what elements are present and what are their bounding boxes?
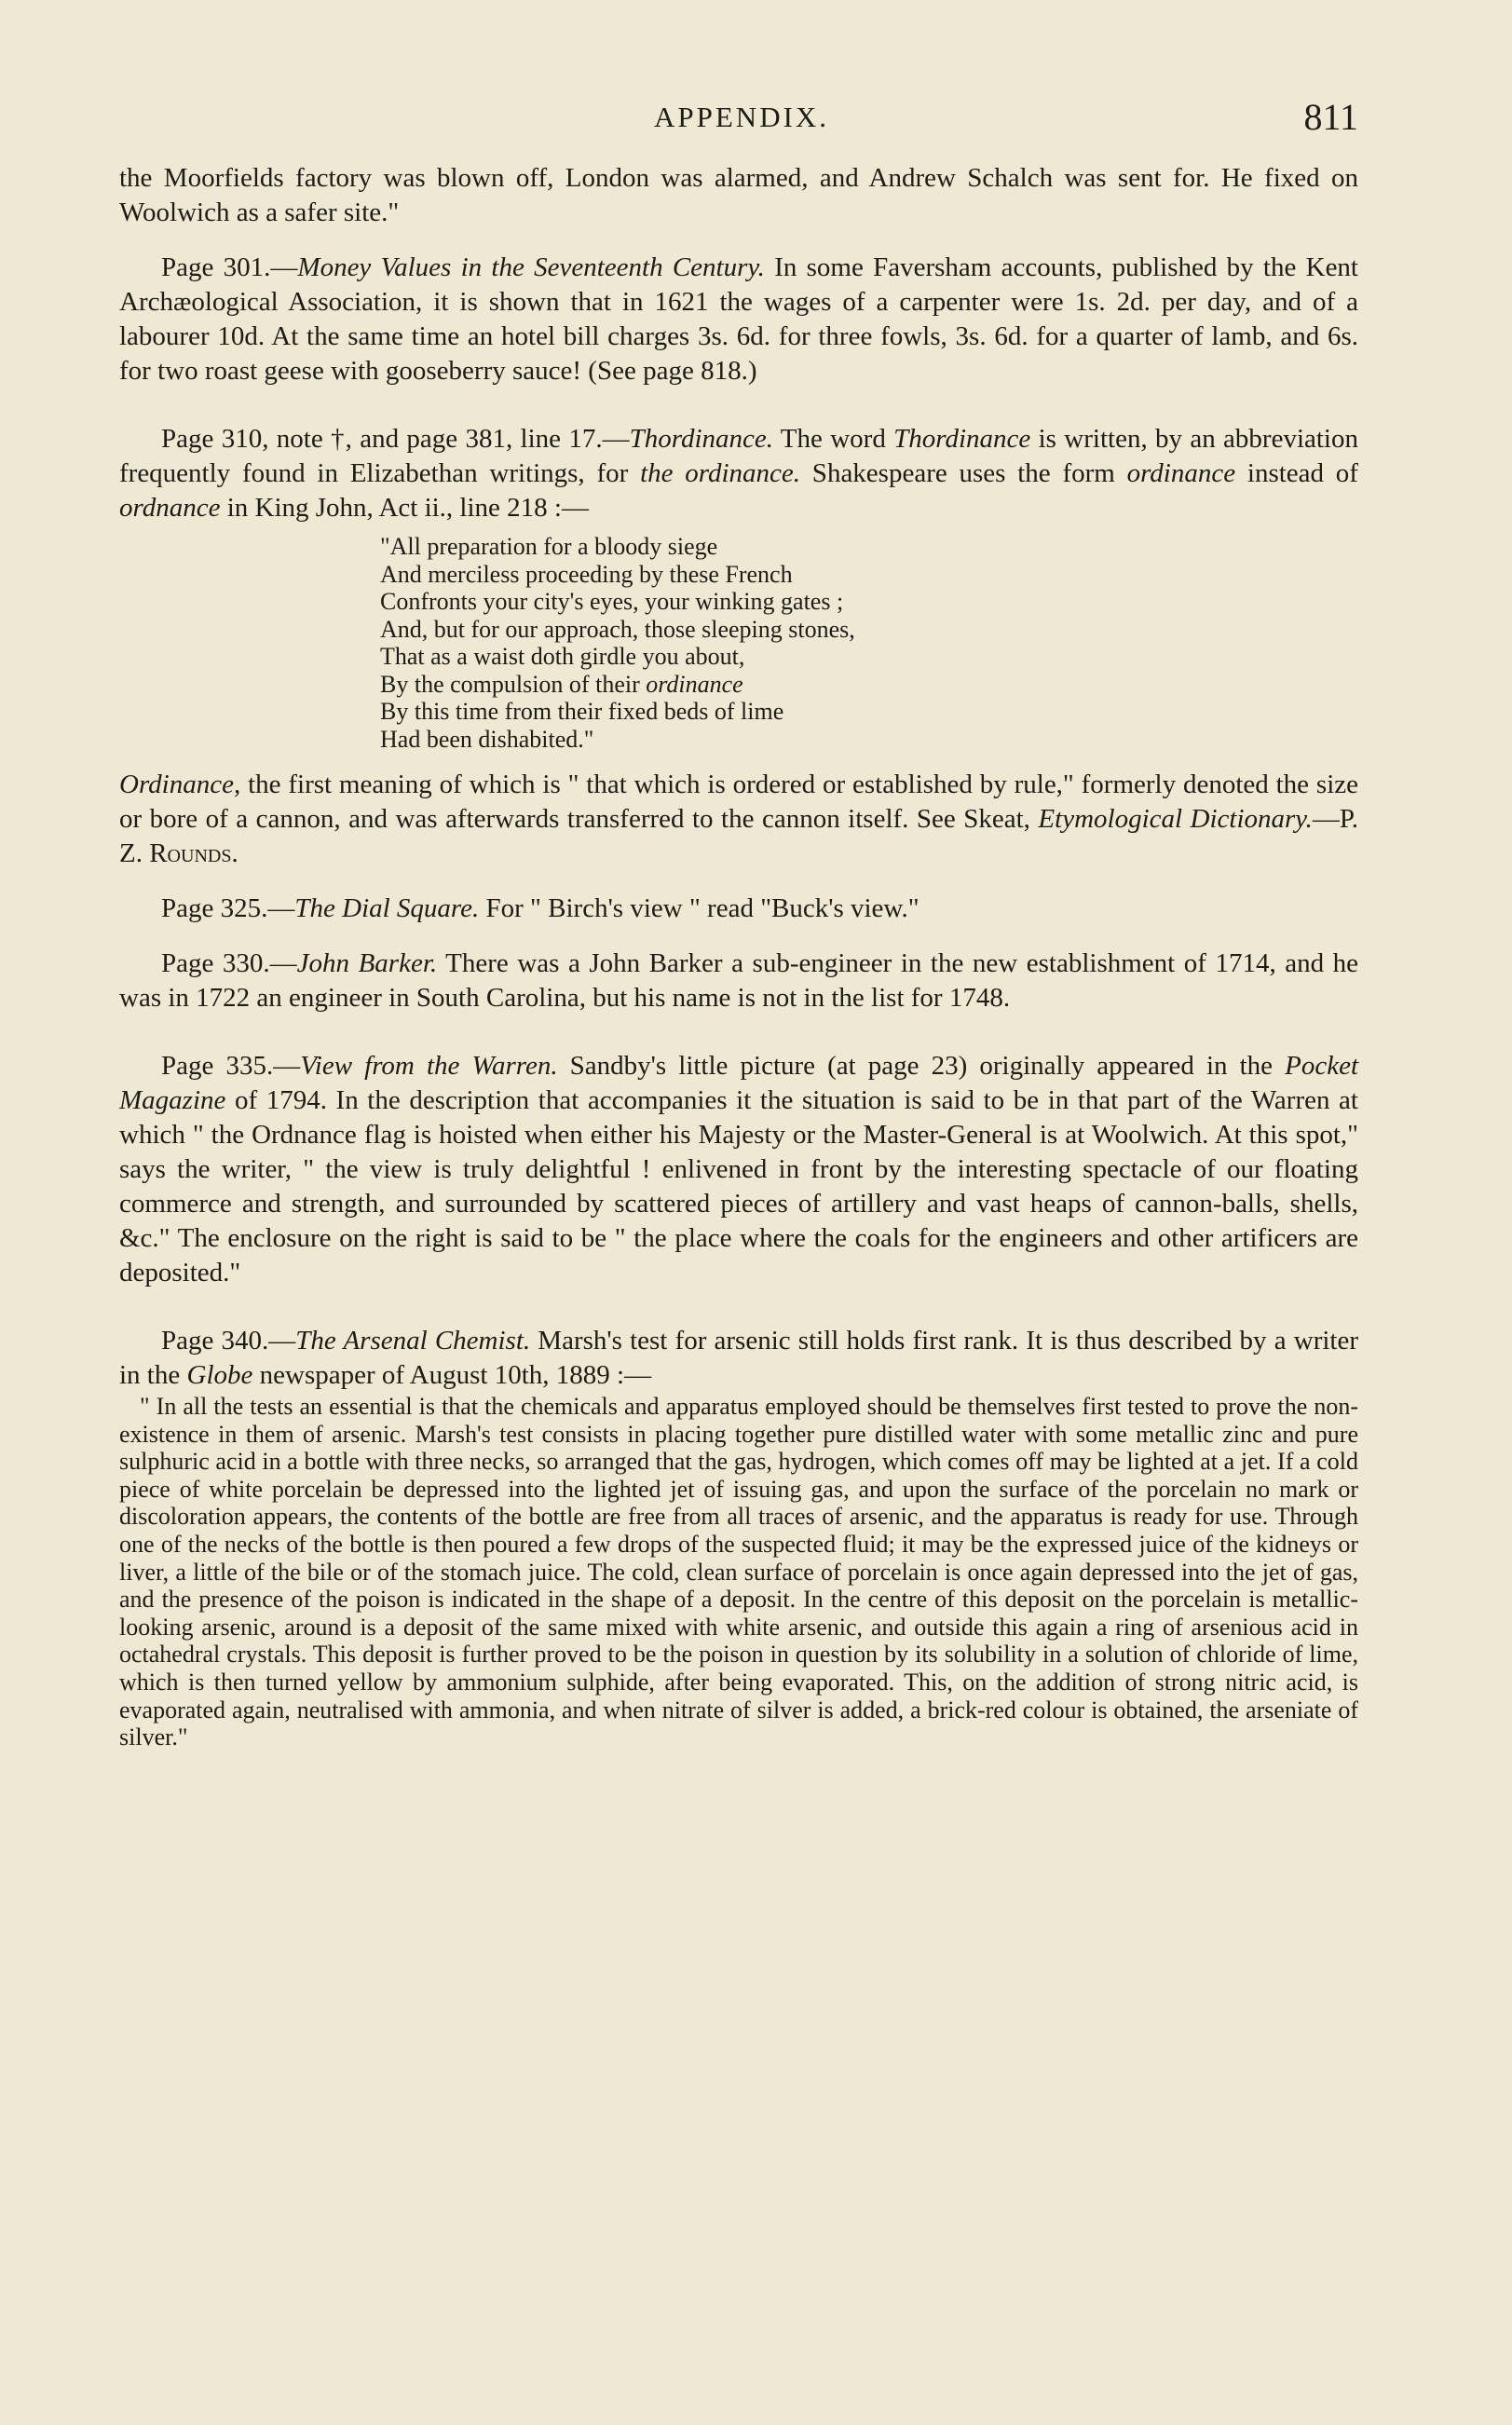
entry-body: instead of <box>1235 458 1358 488</box>
page-number: 811 <box>1303 96 1358 138</box>
entry-body: Marsh's test for arsenic still holds first rank. It is thus described by a writer in the <box>119 1326 1358 1390</box>
entry-title: The Arsenal Chemist. <box>295 1326 531 1356</box>
paragraph-continuation: the Moorfields factory was blown off, London was alarmed, and Andrew Schalch was sent for. He fixed on Woolwich as a safer site." <box>119 163 1358 227</box>
page-ref: Page 330.— <box>161 948 297 978</box>
entry-body: is written, by an abbreviation frequently found in Elizabethan writings, for <box>119 424 1358 488</box>
author-signature: Rounds. <box>149 838 238 868</box>
verse-quotation <box>380 533 1358 753</box>
italic-word: the ordinance. <box>640 458 801 488</box>
paragraph-ordinance <box>119 768 1358 871</box>
entry-body: newspaper of August 10th, 1889 :— <box>252 1360 652 1390</box>
paragraph-money-values <box>119 251 1358 388</box>
magazine-title: Pocket Magazine <box>119 1051 1358 1115</box>
page-ref: Page 340.— <box>161 1326 296 1356</box>
verse-line: And, but for our approach, those sleeping stones, <box>380 615 855 643</box>
entry-title: View from the Warren. <box>300 1051 558 1081</box>
entry-body: Sandby's little picture (at page 23) originally appeared in the <box>557 1051 1286 1081</box>
page-ref: Page 325.— <box>161 893 295 923</box>
entry-body: In some Faversham accounts, published by the Kent Archæological Association, it is shown that in 1621 the wages of a carpenter were 1s. 2d. per day, and of a labourer 10d. At the same time an hotel bill charges 3s. 6d. for three fowls, 3s. 6d. for a quarter of lamb, and 6s. for two roast geese with gooseberry sauce! (See page 818.) <box>119 252 1358 386</box>
book-title: Etymological Dictionary. <box>1038 804 1313 834</box>
paragraph-dial-square <box>119 892 1358 926</box>
entry-title: The Dial Square. <box>294 893 480 923</box>
verse-text: By the compulsion of their <box>380 670 647 698</box>
italic-word: Thordinance <box>893 424 1031 454</box>
paragraph-thordinance <box>119 422 1358 525</box>
entry-title: Thordinance. <box>629 424 773 454</box>
entry-body: For " Birch's view " read "Buck's view." <box>479 893 919 923</box>
page-header <box>0 93 1512 149</box>
entry-body: —P. Z. <box>119 804 1358 868</box>
newspaper-title: Globe <box>186 1360 253 1390</box>
page-ref: Page 335.— <box>161 1051 301 1081</box>
paragraph-arsenal-chemist <box>119 1324 1358 1393</box>
entry-body: of 1794. In the description that accompanies it the situation is said to be in that part of the Warren at which " the Ordnance flag is hoisted when either his Majesty or the Master-General is at Woolwich. At this spot," says the writer, " the view is truly delightful ! enlivened in front by the interesting spectacle of our floating commerce and strength, and surrounded by scattered pieces of artillery and vast heaps of cannon-balls, shells, &c." The enclosure on the right is said to be " the place where the coals for the engineers and other artificers are deposited." <box>119 1085 1358 1287</box>
verse-line <box>380 671 1358 699</box>
italic-word: Ordinance, <box>119 770 241 799</box>
paragraph-john-barker <box>119 947 1358 1015</box>
verse-line: Had been dishabited." <box>380 725 594 753</box>
verse-line: "All preparation for a bloody siege <box>380 533 718 560</box>
verse-line: Confronts your city's eyes, your winking gates ; <box>380 588 844 615</box>
italic-word: ordnance <box>119 493 221 523</box>
entry-body: the first meaning of which is " that which is ordered or established by rule," formerly denoted the size or bore of a cannon, and was afterwards transferred to the cannon itself. See Skeat, <box>119 770 1358 834</box>
page-body <box>119 161 1358 1751</box>
running-head: APPENDIX. <box>654 101 830 133</box>
entry-title: Money Values in the Seventeenth Century. <box>297 252 765 282</box>
entry-body: The word <box>773 424 894 454</box>
verse-line: By this time from their fixed beds of lime <box>380 698 784 725</box>
verse-line: That as a waist doth girdle you about, <box>380 643 745 670</box>
italic-word: ordinance <box>1126 458 1236 488</box>
entry-body: There was a John Barker a sub-engineer in the new establishment of 1714, and he was in 1722 an engineer in South Carolina, but his name is not in the list for 1748. <box>119 948 1359 1013</box>
entry-title: John Barker. <box>296 948 438 978</box>
paragraph-view-from-warren <box>119 1049 1358 1290</box>
entry-body: in King John, Act ii., line 218 :— <box>220 493 589 523</box>
page-ref: Page 310, note †, and page 381, line 17.— <box>161 424 630 454</box>
block-quotation: " In all the tests an essential is that the chemicals and apparatus employed should be themselves first tested to prove the non-existence in them of arsenic. Marsh's test consists in placing together pure distilled water with some metallic zinc and pure sulphuric acid in a bottle with three necks, so arranged that the gas, hydrogen, which comes off may be lighted at a jet. If a cold piece of white porcelain be depressed into the lighted jet of issuing gas, and upon the surface of the porcelain no mark or discoloration appears, the contents of the bottle are free from all traces of arsenic, and the apparatus is ready for use. Through one of the necks of the bottle is then poured a few drops of the suspected fluid; it may be the expressed juice of the kidneys or liver, a little of the bile or of the stomach juice. The cold, clean surface of porcelain is once again depressed into the jet of gas, and the presence of the poison is indicated in the shape of a deposit. In the centre of this deposit on the porcelain is metallic-looking arsenic, around is a deposit of the same mixed with white arsenic, and outside this again a ring of arsenious acid in octahedral crystals. This deposit is further proved to be the poison in question by its solubility in a solution of chloride of lime, which is then turned yellow by ammonium sulphide, after being evaporated. This, on the addition of strong nitric acid, is evaporated again, neutralised with ammonia, and when nitrate of silver is added, a brick-red colour is obtained, the arseniate of silver." <box>119 1393 1358 1751</box>
verse-line: And merciless proceeding by these French <box>380 560 793 588</box>
page-ref: Page 301.— <box>161 252 298 282</box>
verse-italic: ordinance <box>646 670 743 698</box>
entry-body: Shakespeare uses the form <box>800 458 1127 488</box>
